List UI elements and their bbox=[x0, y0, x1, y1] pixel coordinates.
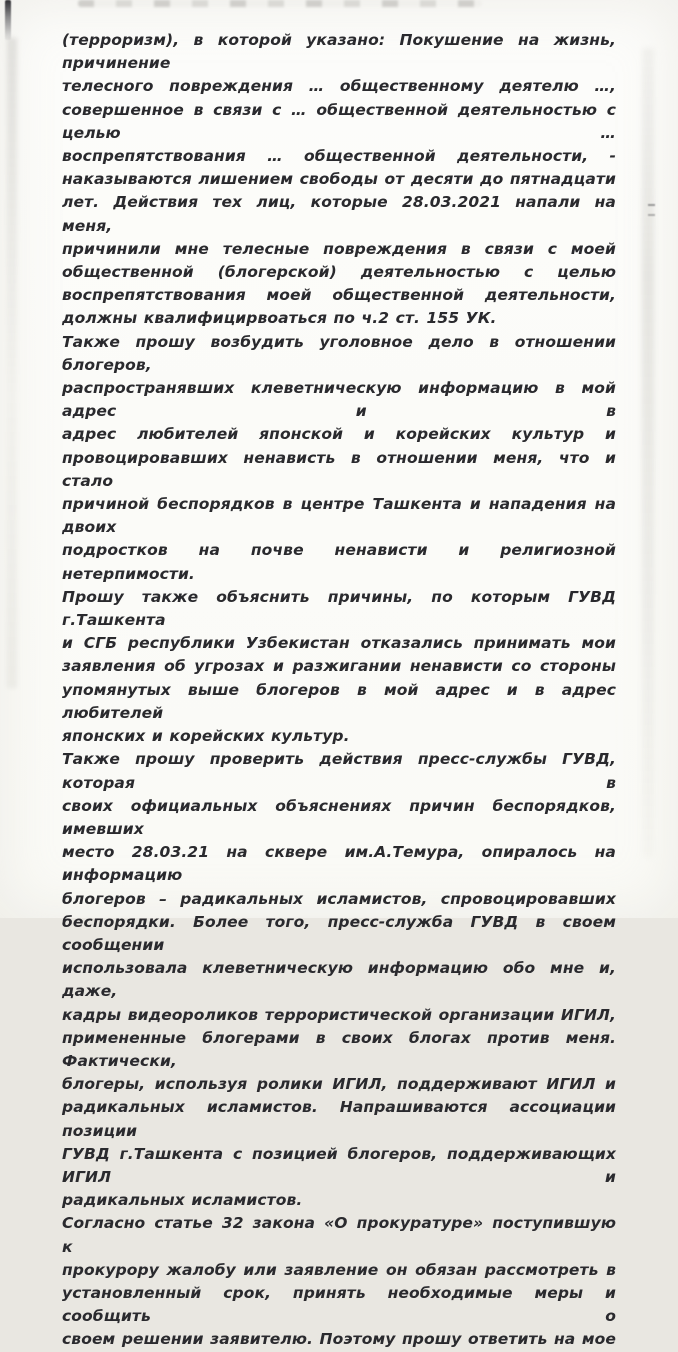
text-line: использовала клеветническую информацию обо мне и, даже, bbox=[62, 959, 616, 1001]
text-line: блогеры, используя ролики ИГИЛ, поддерживают ИГИЛ и bbox=[62, 1075, 616, 1094]
text-line: провоцировавших ненависть в отношении меня, что и стало bbox=[62, 448, 616, 490]
scan-artifact-top-edge bbox=[78, 0, 482, 7]
text-line: адрес любителей японской и корейских культур и bbox=[62, 425, 616, 444]
scan-artifact-left-streak bbox=[7, 38, 17, 688]
text-line: Согласно статье 32 закона «О прокуратуре» поступившую к bbox=[62, 1214, 616, 1256]
text-line: Прошу также объяснить причины, по которым ГУВД г.Ташкента bbox=[62, 587, 616, 630]
text-line: лет. Действия тех лиц, которые 28.03.2021 напали на меня, bbox=[62, 193, 616, 235]
text-line: телесного повреждения … общественному деятелю …, bbox=[62, 77, 616, 96]
paragraph bbox=[62, 1212, 616, 1351]
text-line: беспорядки. Более того, пресс-служба ГУВД в своем сообщении bbox=[62, 912, 616, 954]
text-line: должны квалифицирвоаться по ч.2 ст. 155 УК. bbox=[62, 309, 497, 328]
text-line: блогеров – радикальных исламистов, спровоцировавших bbox=[62, 889, 616, 908]
paragraph bbox=[62, 586, 616, 748]
scan-artifact-top-left-mark bbox=[5, 0, 11, 40]
text-line: установленный срок, принять необходимые меры и сообщить о bbox=[62, 1283, 616, 1326]
text-line: ГУВД г.Ташкента с позицией блогеров, поддерживающих ИГИЛ и bbox=[62, 1144, 616, 1186]
text-line: японских и корейских культур. bbox=[62, 727, 350, 746]
text-line: и СГБ республики Узбекистан отказались принимать мои bbox=[62, 634, 616, 653]
text-line: подростков на почве ненависти и религиозной нетерпимости. bbox=[62, 541, 616, 583]
paragraph bbox=[62, 29, 616, 331]
text-line: заявления об угрозах и разжигании ненависти со стороны bbox=[62, 657, 616, 676]
text-line: распространявших клеветническую информацию в мой адрес и в bbox=[62, 379, 616, 421]
text-line: своих официальных объяснениях причин беспорядков, имевших bbox=[62, 796, 616, 838]
text-line: радикальных исламистов. Напрашиваются ассоциации позиции bbox=[62, 1098, 616, 1140]
document-text bbox=[62, 29, 616, 1352]
scan-artifact-right-streak bbox=[642, 48, 654, 858]
text-line: место 28.03.21 на сквере им.А.Темура, опиралось на информацию bbox=[62, 843, 616, 885]
text-line: совершенное в связи с … общественной деятельностью с целью … bbox=[62, 100, 616, 142]
text-line: Также прошу возбудить уголовное дело в отношении блогеров, bbox=[62, 332, 616, 374]
scan-artifact-right-tick bbox=[648, 204, 655, 216]
text-line: прокурору жалобу или заявление он обязан рассмотреть в bbox=[62, 1260, 616, 1279]
text-line: своем решении заявителю. Поэтому прошу ответить на мое bbox=[62, 1330, 616, 1349]
text-line: воспрепятствования моей общественной деятельности, bbox=[62, 286, 616, 305]
text-line: общественной (блогерской) деятельностью с целью bbox=[62, 263, 616, 282]
text-line: кадры видеороликов террористической организации ИГИЛ, bbox=[62, 1005, 616, 1024]
text-line: упомянутых выше блогеров в мой адрес и в адрес любителей bbox=[62, 680, 616, 722]
text-line: наказываются лишением свободы от десяти до пятнадцати bbox=[62, 170, 616, 189]
paragraph bbox=[62, 748, 616, 1212]
text-line: примененные блогерами в своих блогах против меня. Фактически, bbox=[62, 1028, 616, 1070]
text-line: воспрепятствования … общественной деятельности, - bbox=[62, 147, 616, 166]
text-line: (терроризм), в которой указано: Покушение на жизнь, причинение bbox=[62, 31, 616, 73]
text-line: причинили мне телесные повреждения в связи с моей bbox=[62, 239, 616, 258]
paragraph bbox=[62, 331, 616, 586]
text-line: причиной беспорядков в центре Ташкента и нападения на двоих bbox=[62, 495, 616, 537]
text-line: радикальных исламистов. bbox=[62, 1191, 303, 1210]
text-line: Также прошу проверить действия пресс-службы ГУВД, которая в bbox=[62, 750, 616, 792]
